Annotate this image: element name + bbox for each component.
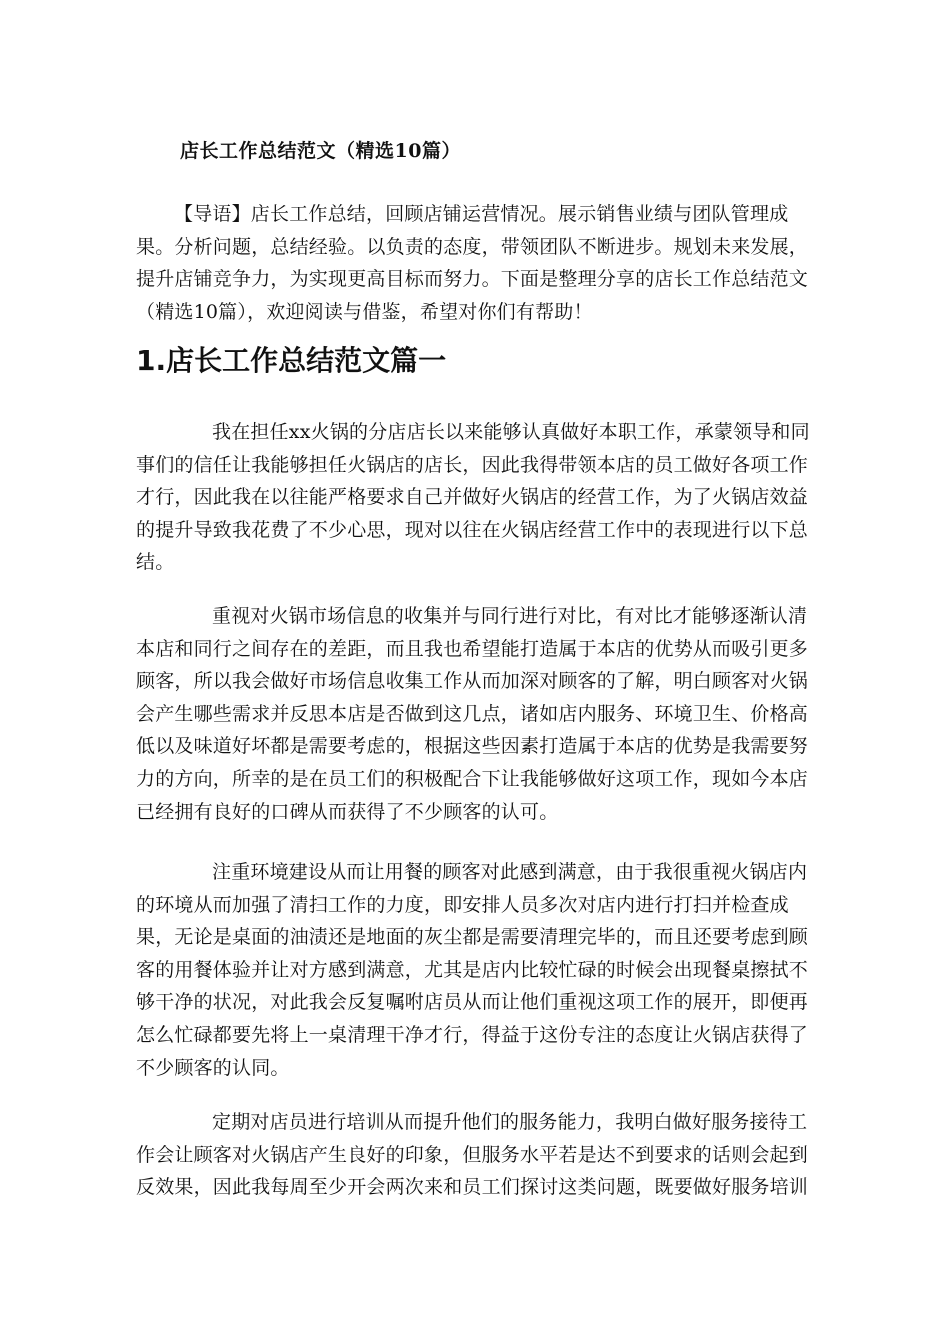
intro-paragraph: 【导语】店长工作总结，回顾店铺运营情况。展示销售业绩与团队管理成果。分析问题，总结经验。以负责的态度，带领团队不断进步。规划未来发展，提升店铺竞争力，为实现更高目标而努力。下面是整理分享的店长工作总结范文（精选10篇），欢迎阅读与借鉴，希望对你们有帮助！ [136,203,809,323]
body-paragraph: 定期对店员进行培训从而提升他们的服务能力，我明白做好服务接待工作会让顾客对火锅店产生良好的印象，但服务水平若是达不到要求的话则会起到反效果，因此我每周至少开会两次来和员工们探讨这类问题，既要做好服务培训 [136,1111,809,1199]
document-title: 店长工作总结范文（精选10篇） [180,140,461,162]
body-paragraph: 注重环境建设从而让用餐的顾客对此感到满意，由于我很重视火锅店内的环境从而加强了清扫工作的力度，即安排人员多次对店内进行打扫并检查成果，无论是桌面的油渍还是地面的灰尘都是需要清理完毕的，而且还要考虑到顾客的用餐体验并让对方感到满意，尤其是店内比较忙碌的时候会出现餐桌擦拭不够干净的状况，对此我会反复嘱咐店员从而让他们重视这项工作的展开，即便再怎么忙碌都要先将上一桌清理干净才行，得益于这份专注的态度让火锅店获得了不少顾客的认同。 [136,861,809,1079]
section-heading: 1.店长工作总结范文篇一 [136,344,447,377]
body-paragraph: 我在担任xx火锅的分店店长以来能够认真做好本职工作，承蒙领导和同事们的信任让我能够担任火锅店的店长，因此我得带领本店的员工做好各项工作才行，因此我在以往能严格要求自己并做好火锅店的经营工作，为了火锅店效益的提升导致我花费了不少心思，现对以往在火锅店经营工作中的表现进行以下总结。 [136,421,810,574]
body-paragraph: 重视对火锅市场信息的收集并与同行进行对比，有对比才能够逐渐认清本店和同行之间存在的差距，而且我也希望能打造属于本店的优势从而吸引更多顾客，所以我会做好市场信息收集工作从而加深对顾客的了解，明白顾客对火锅会产生哪些需求并反思本店是否做到这几点，诸如店内服务、环境卫生、价格高低以及味道好坏都是需要考虑的，根据这些因素打造属于本店的优势是我需要努力的方向，所幸的是在员工们的积极配合下让我能够做好这项工作，现如今本店已经拥有良好的口碑从而获得了不少顾客的认可。 [136,605,809,823]
